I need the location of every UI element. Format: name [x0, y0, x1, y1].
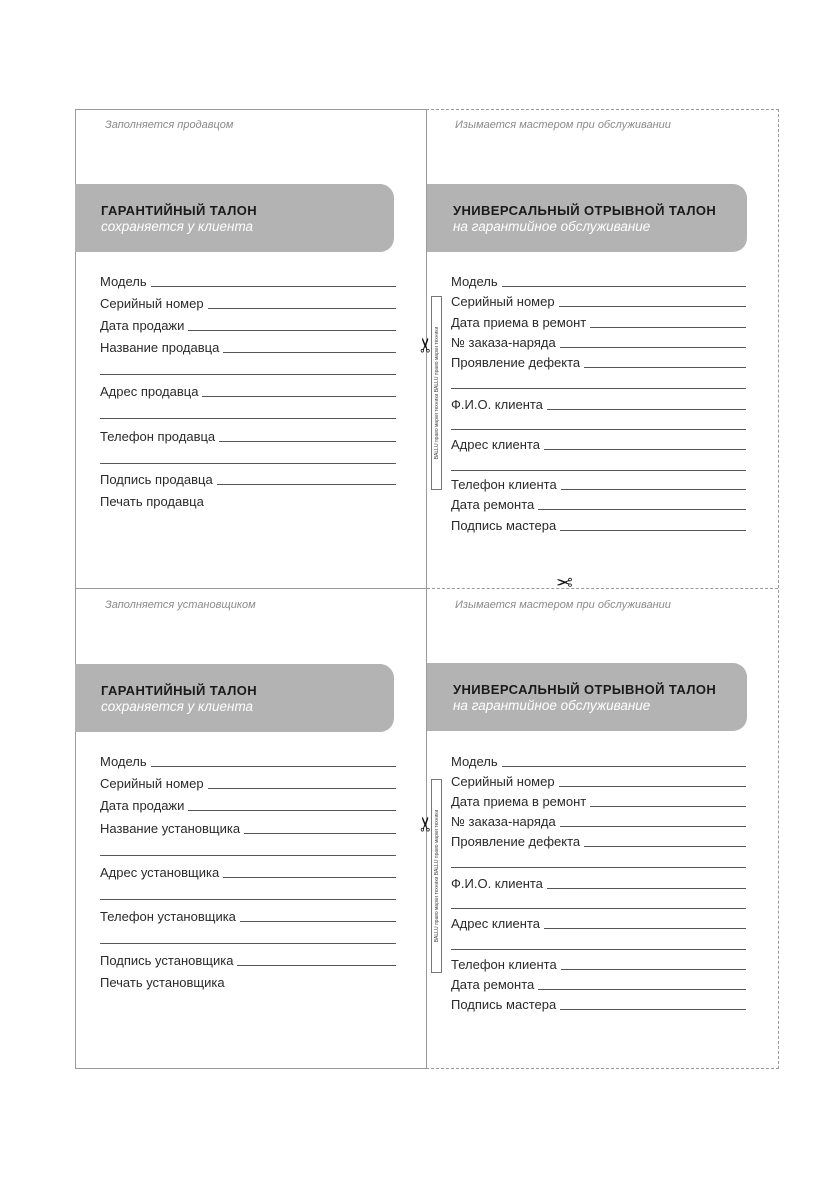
serial-label: Серийный номер [451, 294, 555, 309]
model-field[interactable] [451, 753, 746, 769]
repair-date-label: Дата ремонта [451, 977, 535, 992]
card-banner [427, 663, 747, 731]
serial-field[interactable] [100, 295, 396, 311]
model-label: Модель [100, 754, 147, 769]
seller-address-field[interactable] [100, 383, 396, 399]
defect-field[interactable] [451, 833, 746, 849]
client-name-field[interactable] [451, 875, 746, 891]
seller-stamp-label: Печать продавца [100, 494, 204, 509]
installer-address-label: Адрес установщика [100, 865, 220, 880]
seller-address-label: Адрес продавца [100, 384, 199, 399]
model-field[interactable] [100, 273, 396, 289]
client-name-extra-line[interactable] [451, 429, 746, 430]
seller-name-extra-line[interactable] [100, 374, 396, 375]
order-number-field[interactable] [451, 334, 746, 350]
repair-date-field[interactable] [451, 496, 746, 512]
model-field[interactable] [451, 273, 746, 289]
vertical-code-text: BALLU право марки техники BALLU право марки техники [433, 326, 440, 460]
seller-phone-label: Телефон продавца [100, 429, 216, 444]
seller-signature-field[interactable] [100, 471, 396, 487]
order-number-label: № заказа-наряда [451, 814, 556, 829]
model-field[interactable] [100, 753, 396, 769]
card-title: УНИВЕРСАЛЬНЫЙ ОТРЫВНОЙ ТАЛОН [453, 203, 717, 218]
client-name-label: Ф.И.О. клиента [451, 397, 543, 412]
serial-field[interactable] [451, 773, 746, 789]
card-title: ГАРАНТИЙНЫЙ ТАЛОН [101, 683, 258, 698]
sale-date-field[interactable] [100, 317, 396, 333]
installer-warranty-card [75, 589, 426, 1068]
model-label: Модель [451, 274, 498, 289]
client-phone-label: Телефон клиента [451, 477, 557, 492]
client-address-extra-line[interactable] [451, 949, 746, 950]
master-signature-field[interactable] [451, 996, 746, 1012]
card-banner [75, 184, 394, 252]
installer-address-extra-line[interactable] [100, 899, 396, 900]
card-banner [75, 664, 394, 732]
scissors-icon: ✂ [415, 336, 438, 354]
card-note: Изымается мастером при обслуживании [455, 119, 671, 131]
card-subtitle: на гарантийное обслуживание [453, 698, 651, 713]
repair-intake-date-field[interactable] [451, 793, 746, 809]
seller-name-label: Название продавца [100, 340, 220, 355]
defect-label: Проявление дефекта [451, 834, 581, 849]
defect-extra-line[interactable] [451, 867, 746, 868]
master-signature-label: Подпись мастера [451, 518, 557, 533]
sale-date-field[interactable] [100, 797, 396, 813]
repair-intake-date-label: Дата приема в ремонт [451, 315, 587, 330]
repair-date-label: Дата ремонта [451, 497, 535, 512]
installer-phone-field[interactable] [100, 908, 396, 924]
tear-off-service-card [427, 589, 778, 1068]
repair-intake-date-field[interactable] [451, 314, 746, 330]
client-phone-field[interactable] [451, 476, 746, 492]
defect-field[interactable] [451, 354, 746, 370]
warranty-sheet [75, 109, 778, 1069]
installer-address-field[interactable] [100, 864, 396, 880]
serial-label: Серийный номер [451, 774, 555, 789]
installer-phone-extra-line[interactable] [100, 943, 396, 944]
model-label: Модель [100, 274, 147, 289]
card-subtitle: на гарантийное обслуживание [453, 219, 651, 234]
client-name-field[interactable] [451, 396, 746, 412]
client-address-label: Адрес клиента [451, 916, 540, 931]
client-phone-label: Телефон клиента [451, 957, 557, 972]
installer-signature-label: Подпись установщика [100, 953, 234, 968]
seller-signature-label: Подпись продавца [100, 472, 213, 487]
order-number-field[interactable] [451, 813, 746, 829]
serial-label: Серийный номер [100, 296, 204, 311]
client-phone-field[interactable] [451, 956, 746, 972]
card-subtitle: сохраняется у клиента [101, 699, 254, 714]
client-name-extra-line[interactable] [451, 908, 746, 909]
vertical-code-strip [431, 779, 442, 973]
seller-address-extra-line[interactable] [100, 418, 396, 419]
installer-name-field[interactable] [100, 820, 396, 836]
master-signature-field[interactable] [451, 517, 746, 533]
client-address-label: Адрес клиента [451, 437, 540, 452]
installer-stamp-label: Печать установщика [100, 975, 225, 990]
seller-warranty-card [75, 109, 426, 588]
tear-off-service-card [427, 109, 778, 588]
master-signature-label: Подпись мастера [451, 997, 557, 1012]
vertical-code-text: BALLU право марки техники BALLU право марки техники [433, 809, 440, 943]
order-number-label: № заказа-наряда [451, 335, 556, 350]
defect-label: Проявление дефекта [451, 355, 581, 370]
client-address-field[interactable] [451, 915, 746, 931]
seller-name-field[interactable] [100, 339, 396, 355]
client-address-extra-line[interactable] [451, 470, 746, 471]
card-title: УНИВЕРСАЛЬНЫЙ ОТРЫВНОЙ ТАЛОН [453, 682, 717, 697]
serial-field[interactable] [451, 293, 746, 309]
card-banner [427, 184, 747, 252]
client-address-field[interactable] [451, 436, 746, 452]
repair-date-field[interactable] [451, 976, 746, 992]
vertical-code-strip [431, 296, 442, 490]
sale-date-label: Дата продажи [100, 798, 185, 813]
scissors-icon: ✂ [415, 815, 438, 833]
seller-phone-extra-line[interactable] [100, 463, 396, 464]
installer-phone-label: Телефон установщика [100, 909, 236, 924]
card-note: Заполняется установщиком [105, 599, 256, 611]
installer-name-extra-line[interactable] [100, 855, 396, 856]
serial-label: Серийный номер [100, 776, 204, 791]
seller-phone-field[interactable] [100, 428, 396, 444]
serial-field[interactable] [100, 775, 396, 791]
card-note: Изымается мастером при обслуживании [455, 599, 671, 611]
client-name-label: Ф.И.О. клиента [451, 876, 543, 891]
card-subtitle: сохраняется у клиента [101, 219, 254, 234]
installer-signature-field[interactable] [100, 952, 396, 968]
card-title: ГАРАНТИЙНЫЙ ТАЛОН [101, 203, 258, 218]
card-note: Заполняется продавцом [105, 119, 234, 131]
defect-extra-line[interactable] [451, 388, 746, 389]
installer-name-label: Название установщика [100, 821, 241, 836]
repair-intake-date-label: Дата приема в ремонт [451, 794, 587, 809]
scissors-icon: ✂ [556, 570, 573, 592]
model-label: Модель [451, 754, 498, 769]
sale-date-label: Дата продажи [100, 318, 185, 333]
